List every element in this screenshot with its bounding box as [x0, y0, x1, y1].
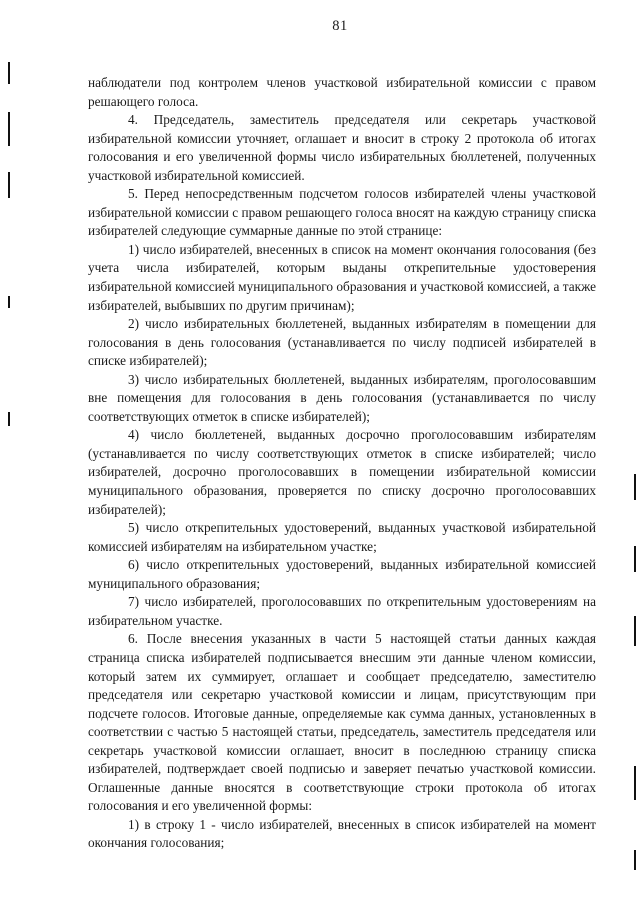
- list-item-5-2: 2) число избирательных бюллетеней, выданных избирателям в помещении для голосования в день голосования (устанавливается по числу подписей избирателей в списке избирателей);: [88, 316, 596, 369]
- paragraph-item-6: 6. После внесения указанных в части 5 настоящей статьи данных каждая страница списка избирателей подписывается внесшим эти данные членом комиссии, который затем их суммирует, оглашает и сообщает председателю, заместителю председателя или секретарю участковой комиссии и лицам, присутствующим при подсчете голосов. Итоговые данные, определяемые как сумма данных, установленных в соответствии с частью 5 настоящей статьи, председатель, заместитель председателя или секретарь участковой комиссии оглашает, вносит в последнюю страницу списка избирателей, подтверждает своей подписью и заверяет печатью участковой комиссии. Оглашенные данные вносятся в соответствующие строки протокола об итогах голосования и его увеличенной формы:: [88, 631, 596, 814]
- list-item-5-3: 3) число избирательных бюллетеней, выданных избирателям, проголосовавшим вне помещения для голосования в день голосования (устанавливается по числу соответствующих отметок в списке избирателей);: [88, 371, 596, 424]
- list-item-6-1: 1) в строку 1 - число избирателей, внесенных в список избирателей на момент окончания голосования;: [88, 816, 596, 851]
- paragraph-item-5: 5. Перед непосредственным подсчетом голосов избирателей члены участковой избирательной комиссии с правом решающего голоса вносят на каждую страницу списка избирателей следующие суммарные данные по этой странице:: [88, 186, 596, 239]
- scan-mark-left-5: [8, 412, 10, 426]
- list-item-5-4: 4) число бюллетеней, выданных досрочно проголосовавшим избирателям (устанавливается по числу соответствующих отметок в списке избирателей; число избирателей, досрочно проголосовавших в помещении избирательной комиссии муниципального образования, проверяется по списку досрочно проголосовавших избирателей);: [88, 427, 596, 517]
- document-body: [88, 74, 596, 853]
- paragraph-item-4: 4. Председатель, заместитель председателя или секретарь участковой избирательной комиссии уточняет, оглашает и вносит в строку 2 протокола об итогах голосования и его увеличенной формы число избирательных бюллетеней, полученных участковой избирательной комиссией.: [88, 112, 596, 183]
- list-item-5-6: 6) число открепительных удостоверений, выданных избирательной комиссией муниципального образования;: [88, 557, 596, 591]
- scan-mark-left-4: [8, 296, 10, 308]
- scan-mark-right-3: [634, 616, 636, 646]
- scan-mark-right-5: [634, 850, 636, 870]
- scan-mark-left-3: [8, 172, 10, 198]
- scan-mark-left-2: [8, 112, 10, 146]
- scan-mark-right-2: [634, 546, 636, 572]
- list-item-5-1: 1) число избирателей, внесенных в список на момент окончания голосования (без учета числа избирателей, которым выданы открепительные удостоверения избирательной комиссией муниципального образования и участковой комиссией, а также избирателей, выбывших по другим причинам);: [88, 241, 596, 313]
- list-item-5-7: 7) число избирателей, проголосовавших по открепительным удостоверениям на избирательном участке.: [88, 594, 596, 628]
- scan-mark-right-1: [634, 474, 636, 500]
- scan-mark-left-1: [8, 62, 10, 84]
- scan-mark-right-4: [634, 766, 636, 800]
- paragraph-continuation: наблюдатели под контролем членов участковой избирательной комиссии с правом решающего голоса.: [88, 75, 596, 109]
- list-item-5-5: 5) число открепительных удостоверений, выданных участковой избирательной комиссией избирателям на избирательном участке;: [88, 520, 596, 554]
- page-number: 81: [332, 18, 348, 34]
